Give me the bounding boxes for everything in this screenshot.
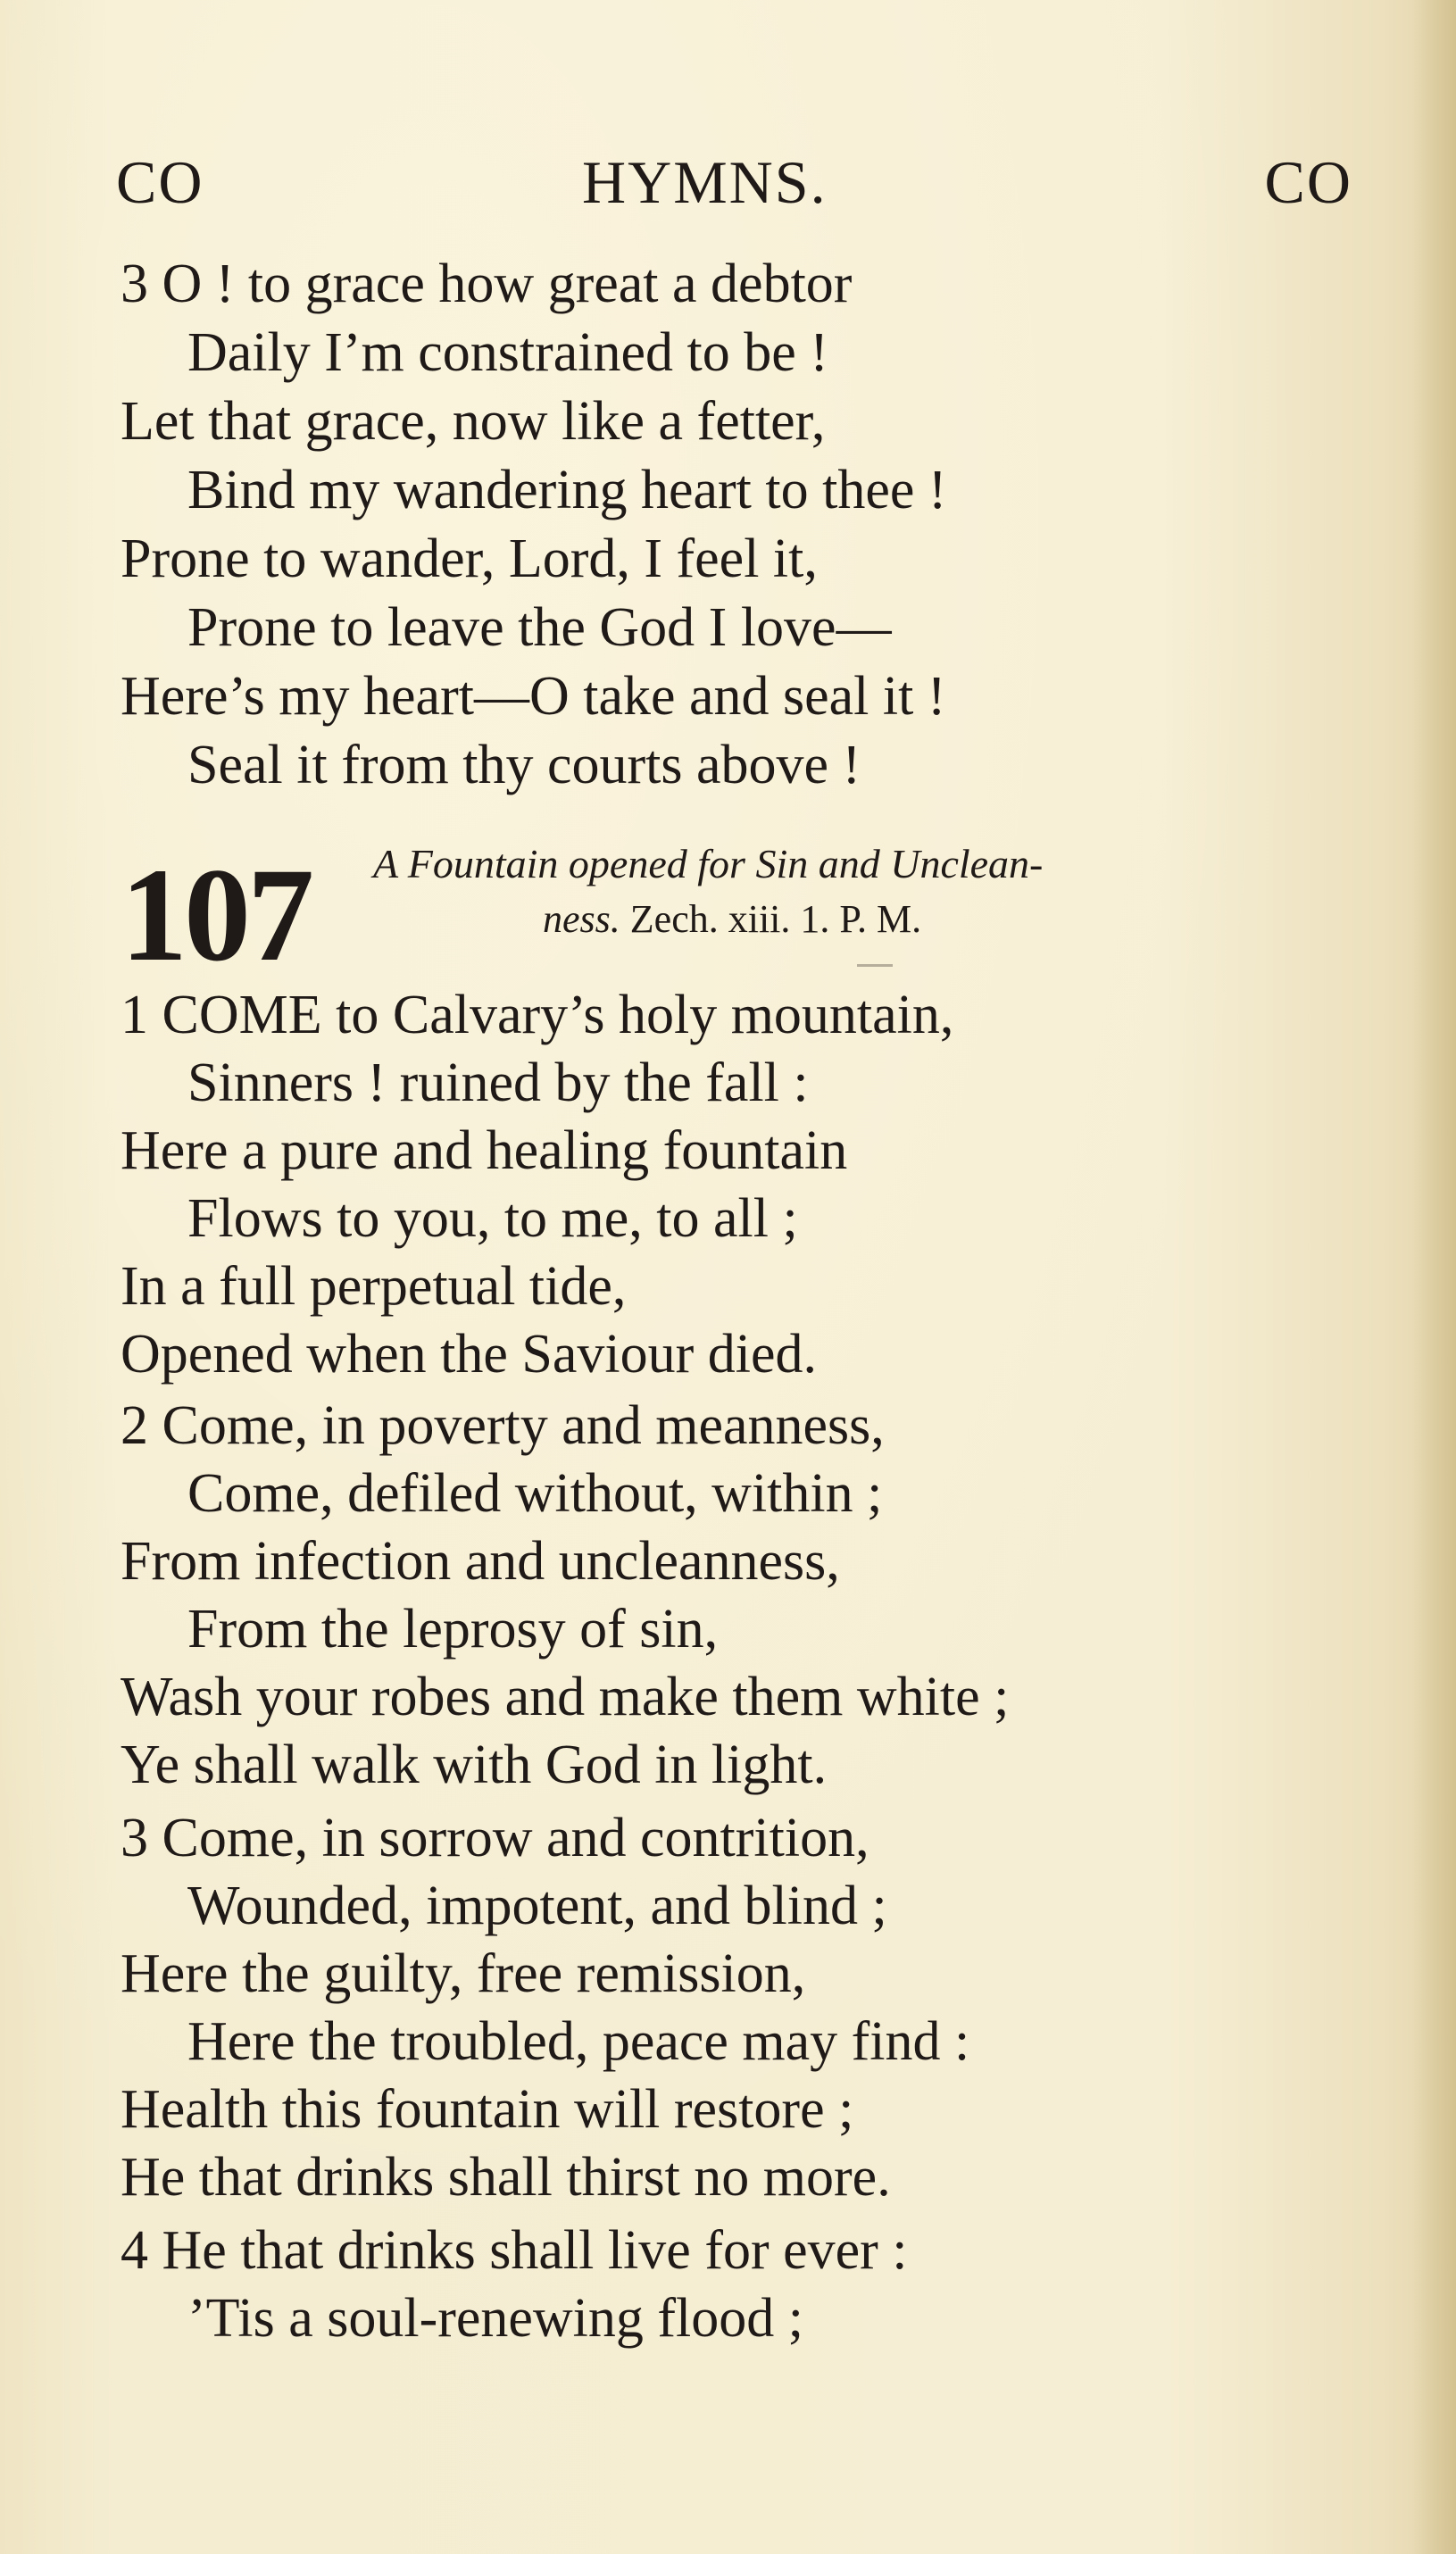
verse-line: Let that grace, now like a fetter, bbox=[121, 391, 826, 452]
verse-line: From infection and uncleanness, bbox=[121, 1531, 840, 1592]
header-right-catchword: CO bbox=[1264, 148, 1352, 216]
verse-line: Come, defiled without, within ; bbox=[187, 1463, 883, 1524]
verse-line: He that drinks shall thirst no more. bbox=[121, 2147, 891, 2208]
verse-line: Seal it from thy courts above ! bbox=[187, 735, 861, 795]
verse-line: Here’s my heart—O take and seal it ! bbox=[121, 666, 946, 727]
ornament-mark bbox=[857, 964, 893, 967]
verse-line: 4 He that drinks shall live for ever : bbox=[121, 2220, 908, 2281]
verse-line: 3 O ! to grace how great a debtor bbox=[121, 254, 853, 314]
header-left-catchword: CO bbox=[116, 148, 204, 216]
verse-line: Wash your robes and make them white ; bbox=[121, 1667, 1010, 1727]
verse-line: Prone to leave the God I love— bbox=[187, 597, 892, 658]
verse-line: Here the guilty, free remission, bbox=[121, 1943, 806, 2004]
verse-line: 3 Come, in sorrow and contrition, bbox=[121, 1808, 869, 1868]
running-header bbox=[116, 147, 1352, 219]
verse-line: Opened when the Saviour died. bbox=[121, 1324, 817, 1385]
verse-line: ’Tis a soul-renewing flood ; bbox=[187, 2288, 803, 2349]
hymn-subtitle bbox=[543, 897, 922, 941]
verse-line: 2 Come, in poverty and meanness, bbox=[121, 1395, 885, 1456]
verse-line: Daily I’m constrained to be ! bbox=[187, 322, 828, 383]
verse-line: 1 COME to Calvary’s holy mountain, bbox=[121, 985, 954, 1045]
hymn-title: A Fountain opened for Sin and Unclean- bbox=[373, 841, 1044, 886]
hymn-title-continuation: ness. bbox=[543, 897, 620, 941]
header-title: HYMNS. bbox=[582, 148, 828, 216]
verse-line: Prone to wander, Lord, I feel it, bbox=[121, 528, 818, 589]
verse-line: Flows to you, to me, to all ; bbox=[187, 1188, 798, 1249]
hymn-number: 107 bbox=[121, 841, 311, 989]
verse-line: In a full perpetual tide, bbox=[121, 1256, 627, 1317]
verse-line: Wounded, impotent, and blind ; bbox=[187, 1876, 887, 1936]
verse-line: Health this fountain will restore ; bbox=[121, 2079, 854, 2140]
verse-line: Bind my wandering heart to thee ! bbox=[187, 460, 947, 520]
scripture-reference: Zech. xiii. 1. P. M. bbox=[629, 897, 922, 941]
verse-line: From the leprosy of sin, bbox=[187, 1599, 719, 1660]
verse-line: Ye shall walk with God in light. bbox=[121, 1735, 828, 1795]
verse-line: Here the troubled, peace may find : bbox=[187, 2011, 970, 2072]
verse-line: Sinners ! ruined by the fall : bbox=[187, 1052, 809, 1113]
verse-line: Here a pure and healing fountain bbox=[121, 1120, 848, 1181]
page-edge-shadow bbox=[1413, 0, 1456, 2554]
